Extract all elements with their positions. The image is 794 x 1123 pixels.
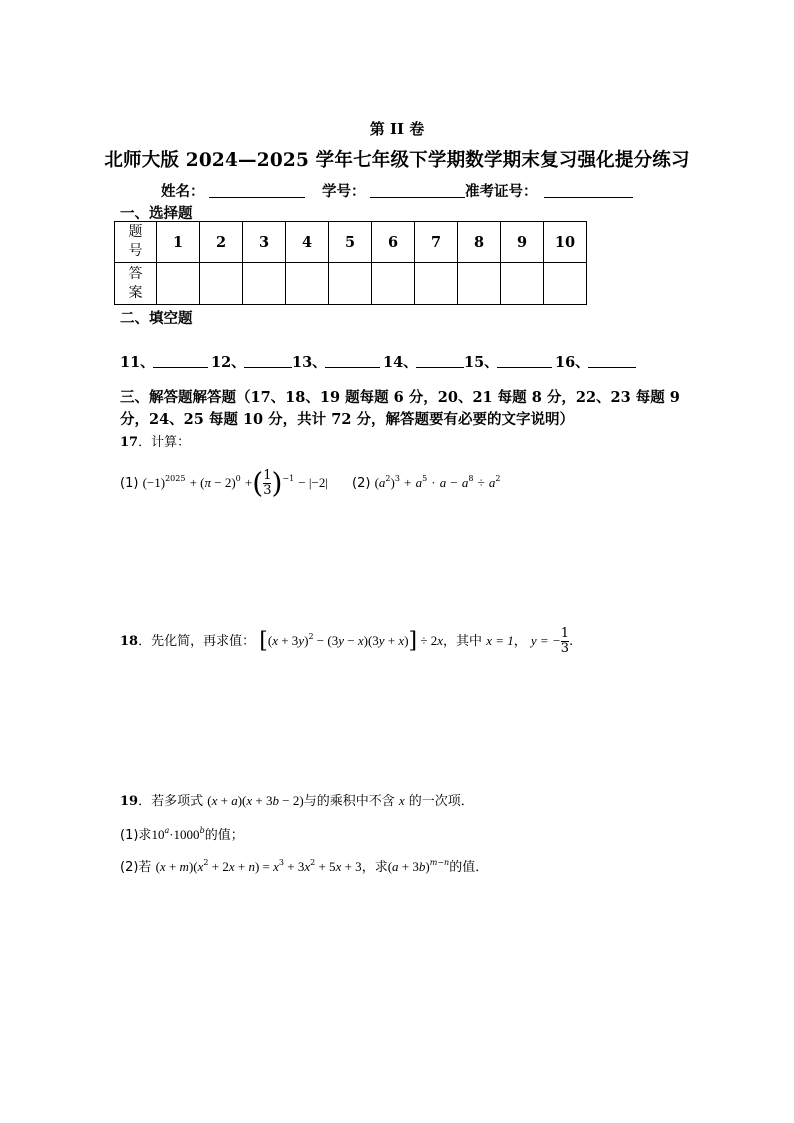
q17-part2-expression: (2) $(a^2)^3 + a^5 \cdot a - a^8 \div a^2$ (352, 474, 501, 491)
fill-blank-number: 14、 (383, 354, 418, 371)
exponent: 2025 (165, 474, 186, 483)
condition-text: ，其中 (443, 634, 483, 649)
answer-cell[interactable] (372, 263, 415, 305)
section3-heading-cont: 分，24、25 每题 10 分，共计 72 分，解答题要有必要的文字说明） (120, 411, 574, 428)
fill-blank-16[interactable] (588, 367, 636, 368)
question-number-cell: 9 (501, 222, 544, 263)
question-number-cell: 6 (372, 222, 415, 263)
y-value-prefix: y = − (530, 633, 561, 648)
fill-blank-number: 11、 (120, 354, 155, 371)
row-header-char: 案 (128, 284, 143, 301)
fill-blank-14[interactable] (416, 367, 464, 368)
part-text: 求 (138, 828, 152, 843)
page-title: 北师大版 2024—2025 学年七年级下学期数学期末复习强化提分练习 (104, 150, 690, 171)
part-label: (2) (352, 476, 371, 491)
answer-cell[interactable] (329, 263, 372, 305)
question-number-cell: 3 (243, 222, 286, 263)
part-label: (2) (120, 860, 139, 875)
fill-blank-number: 13、 (292, 354, 327, 371)
part-mid: ，求 (361, 860, 388, 875)
q19-part2: (2)若 $(x + m)(x^2 + 2x + n) = x^3 + 3x^2 + 5x + 3$，求$(a + 3b)^{m-n}$的值． (120, 858, 489, 875)
question-number-cell: 10 (544, 222, 587, 263)
question-18: 18．先化简，再求值： $[(x + 3y)^2 - (3y - x)(3y + x)] \div 2x$，其中 x = 1， y = − $\frac{1}{3}$ . (120, 626, 574, 656)
exponent: 2 (385, 474, 391, 483)
fill-blank-number: 12、 (211, 354, 246, 371)
question-number: 18 (120, 634, 139, 649)
student-id-label: 学号： (322, 183, 366, 200)
fill-blank-12[interactable] (244, 367, 292, 368)
fill-blank-number: 15、 (464, 354, 499, 371)
question-prompt-end: 的一次项． (408, 794, 474, 809)
q17-part1-expression: (1) $(-1)^{2025} + (\pi - 2)^0$ +( $\frac{1}{3}$ )$^{-1}$ − |−2| (120, 466, 328, 500)
answer-cell[interactable] (501, 263, 544, 305)
question-prompt: ．若多项式 (138, 794, 204, 809)
row-header-char: 题 (128, 224, 143, 240)
question-number-cell: 1 (157, 222, 200, 263)
exponent: −1 (282, 474, 295, 483)
answer-cell[interactable] (200, 263, 243, 305)
fraction (561, 627, 569, 655)
question-prompt: ．计算： (138, 435, 191, 450)
student-id-field[interactable] (370, 197, 465, 198)
name-label: 姓名： (161, 183, 205, 200)
answer-cell[interactable] (157, 263, 200, 305)
question-17 (120, 431, 190, 450)
fill-blank-11[interactable] (153, 367, 208, 368)
question-number-cell: 4 (286, 222, 329, 263)
question-number: 19 (120, 794, 139, 809)
answer-cell[interactable] (286, 263, 329, 305)
exponent: 2 (495, 474, 501, 483)
exponent: 5 (422, 474, 428, 483)
question-number: 17 (120, 435, 139, 450)
row-header-char: 答 (128, 265, 143, 282)
row-header-question (115, 222, 157, 263)
variable: x (398, 793, 405, 808)
answer-row (115, 263, 587, 305)
part-label: (1) (120, 828, 139, 843)
section1-heading: 一、选择题 (120, 205, 193, 222)
volume-label: 第 II 卷 (369, 120, 425, 138)
fill-blank-number: 16、 (555, 354, 590, 371)
x-value: x = 1 (486, 633, 514, 648)
question-number-cell: 2 (200, 222, 243, 263)
period: . (569, 634, 574, 649)
question-19: 19．若多项式 (x + a)(x + 3b − 2)与的乘积中不含 x 的一次项． (120, 793, 474, 809)
fill-blank-13[interactable] (325, 367, 380, 368)
exponent: 0 (235, 474, 241, 483)
part-suffix: 的值． (449, 860, 489, 875)
question-prompt-cont: 与的乘积中不含 (303, 794, 395, 809)
name-field[interactable] (209, 197, 305, 198)
exponent: 8 (468, 474, 474, 483)
question-number-cell: 7 (415, 222, 458, 263)
row-header-answer (115, 263, 157, 305)
answer-cell[interactable] (544, 263, 587, 305)
exam-id-label: 准考证号： (465, 183, 538, 200)
answer-table (114, 221, 587, 305)
fill-blank-15[interactable] (497, 367, 552, 368)
part-label: (1) (120, 476, 139, 491)
question-number-cell: 5 (329, 222, 372, 263)
section3-heading: 三、解答题解答题（17、18、19 题每题 6 分，20、21 每题 8 分，22、23 每题 9 (120, 389, 680, 406)
part-suffix: 的值； (204, 828, 244, 843)
question-number-row (115, 222, 587, 263)
row-header-char: 号 (128, 243, 143, 259)
answer-cell[interactable] (458, 263, 501, 305)
fraction: $\frac{1}{3}$ (263, 468, 272, 498)
fraction-denominator: 3 (560, 641, 570, 656)
exponent: 3 (394, 474, 400, 483)
exam-id-field[interactable] (544, 197, 633, 198)
q19-part1: (1)求$10^a\cdot 1000^b$的值； (120, 826, 244, 843)
part-text: 若 (138, 860, 152, 875)
question-prompt: ．先化简，再求值： (138, 634, 256, 649)
answer-cell[interactable] (243, 263, 286, 305)
answer-cell[interactable] (415, 263, 458, 305)
section2-heading: 二、填空题 (120, 310, 193, 327)
question-number-cell: 8 (458, 222, 501, 263)
fraction-numerator: 1 (560, 626, 570, 642)
